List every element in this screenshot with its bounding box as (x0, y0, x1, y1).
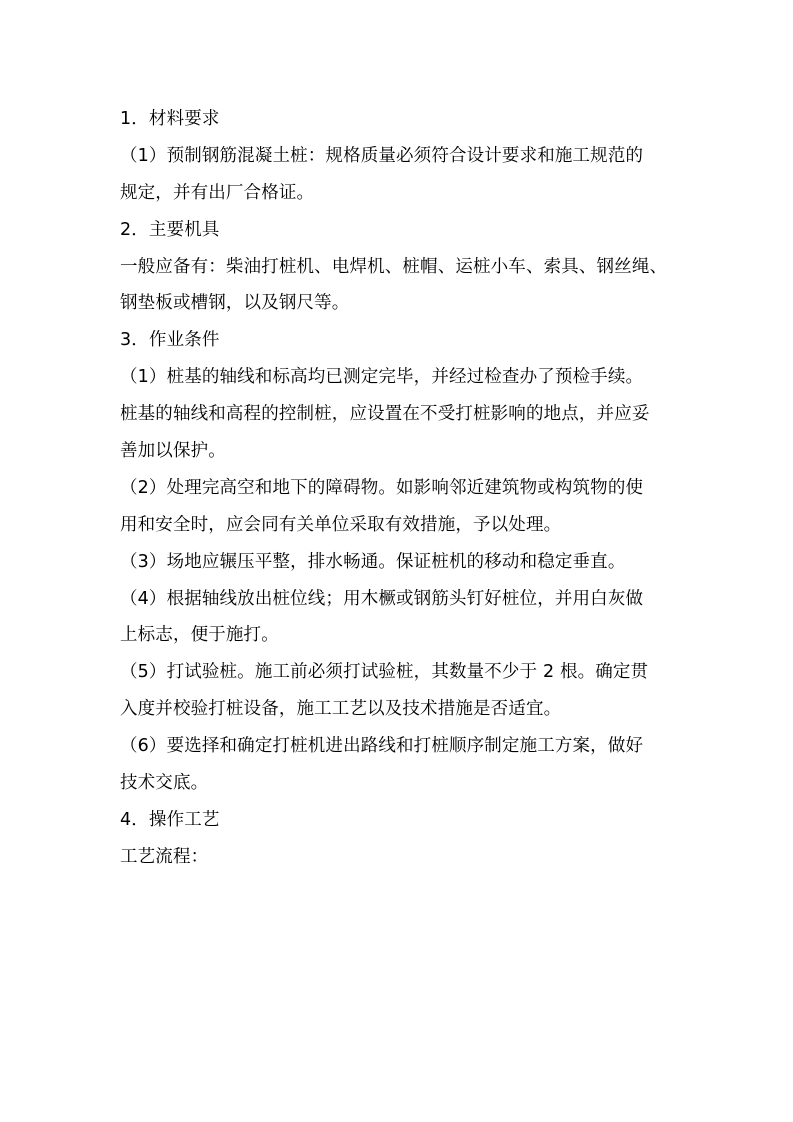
paragraph-line: 用和安全时，应会同有关单位采取有效措施，予以处理。 (120, 514, 562, 535)
paragraph-line: 善加以保护。 (120, 441, 226, 462)
paragraph-line: （5）打试验桩。施工前必须打试验桩，其数量不少于 2 根。确定贯 (120, 662, 649, 683)
section-heading-materials: 1．材料要求 (120, 109, 220, 129)
paragraph-line: 钢垫板或槽钢，以及钢尺等。 (120, 293, 350, 314)
paragraph-line: 一般应备有：柴油打桩机、电焊机、桩帽、运桩小车、索具、钢丝绳、 (120, 256, 668, 277)
paragraph-line: （2）处理完高空和地下的障碍物。如影响邻近建筑物或构筑物的使 (120, 477, 644, 498)
paragraph-line: （4）根据轴线放出桩位线；用木橛或钢筋头钉好桩位，并用白灰做 (120, 588, 644, 609)
section-heading-equipment: 2．主要机具 (120, 219, 220, 240)
paragraph-line: （6）要选择和确定打桩机进出路线和打桩顺序制定施工方案，做好 (120, 736, 644, 757)
section-heading-work-conditions: 3．作业条件 (120, 330, 220, 351)
paragraph-line: （3）场地应辗压平整，排水畅通。保证桩机的移动和稳定垂直。 (120, 551, 626, 572)
paragraph-line: （1）预制钢筋混凝土桩：规格质量必须符合设计要求和施工规范的 (120, 145, 644, 166)
section-heading-operation-process: 4．操作工艺 (120, 809, 220, 830)
paragraph-line: 上标志，便于施打。 (120, 625, 279, 646)
document-body (120, 101, 680, 876)
paragraph-line: （1）桩基的轴线和标高均已测定完毕，并经过检查办了预检手续。 (120, 367, 644, 388)
paragraph-line: 入度并校验打桩设备，施工工艺以及技术措施是否适宜。 (120, 699, 562, 720)
paragraph-line: 工艺流程： (120, 846, 209, 867)
paragraph-line: 桩基的轴线和高程的控制桩，应设置在不受打桩影响的地点，并应妥 (120, 404, 650, 425)
paragraph-line: 规定，并有出厂合格证。 (120, 182, 315, 203)
paragraph-line: 技术交底。 (120, 773, 209, 794)
